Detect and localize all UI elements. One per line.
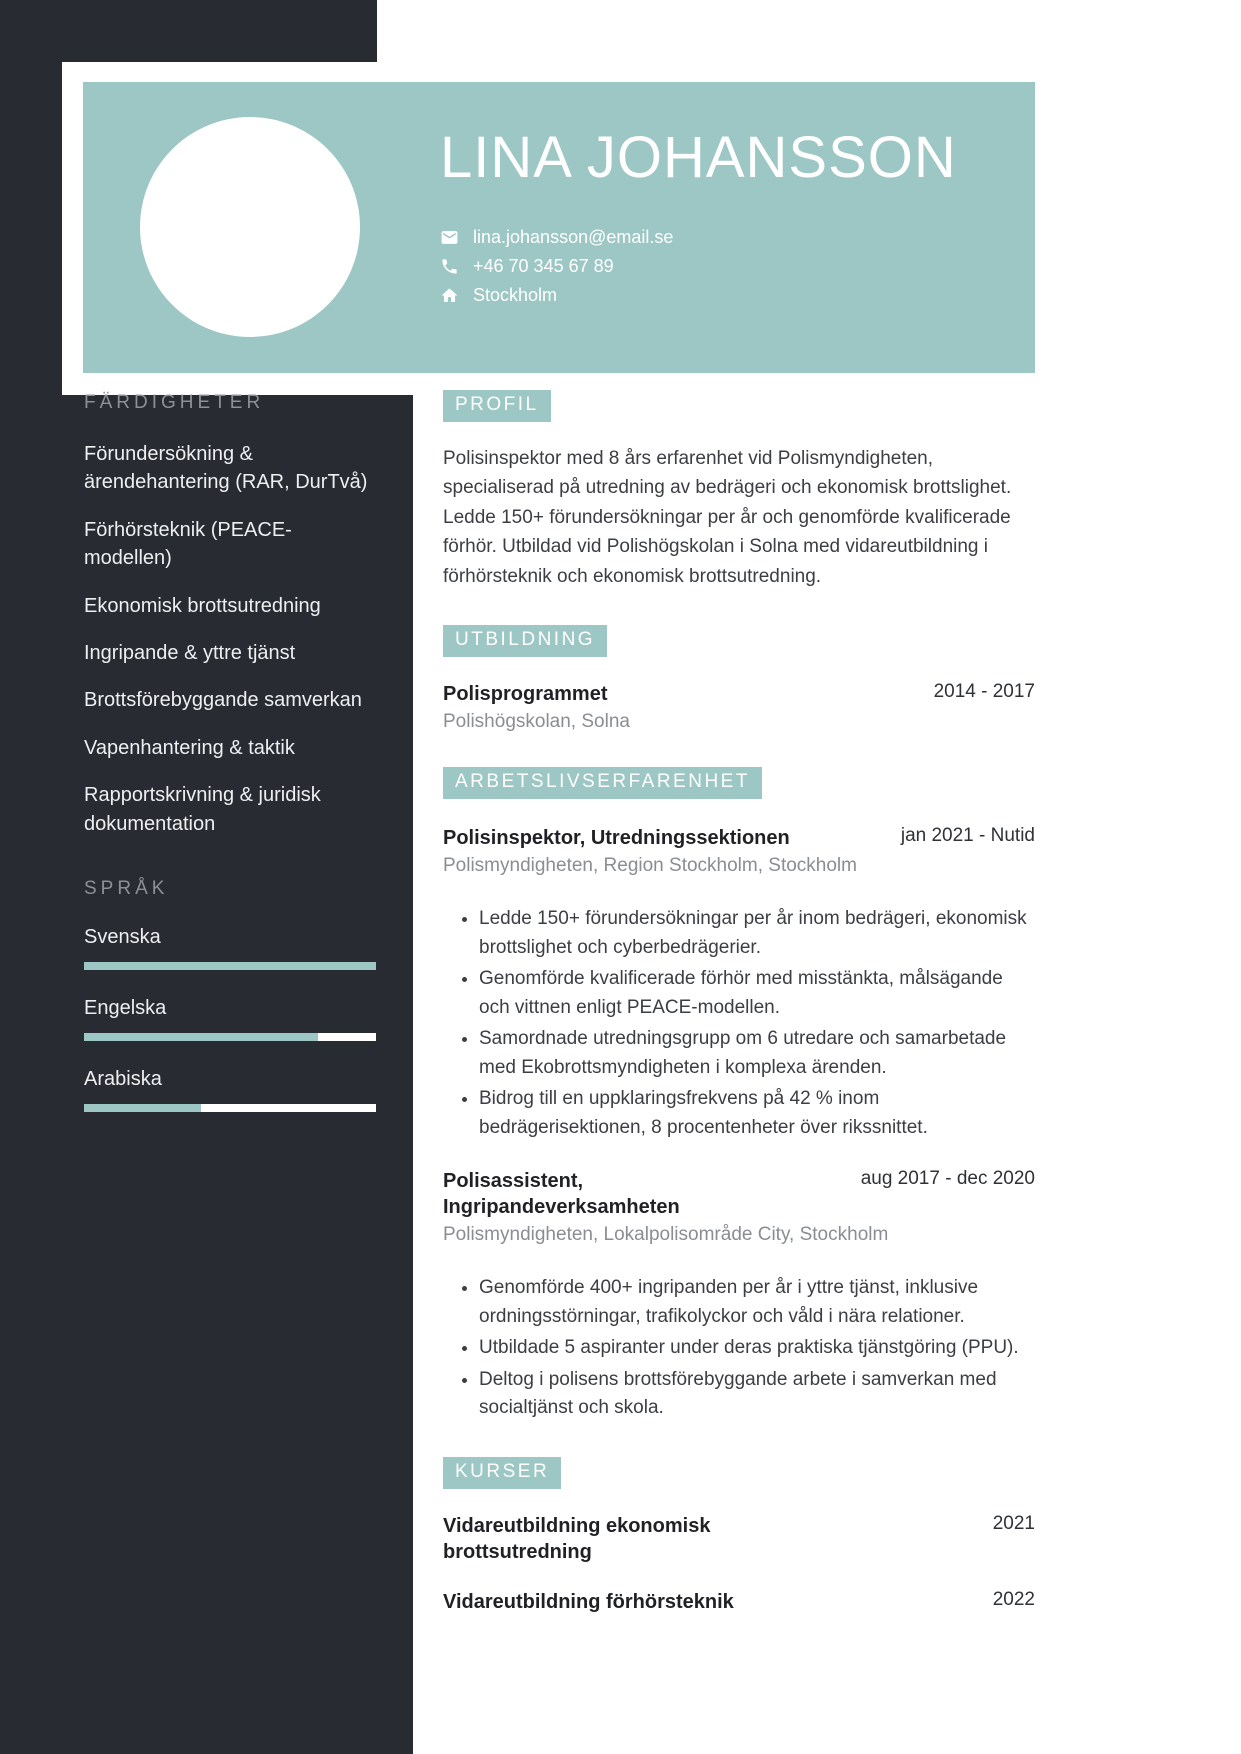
education-subtitle: Polishögskolan, Solna — [443, 711, 630, 733]
language-name: Engelska — [84, 996, 167, 1019]
skill-item: Förhörsteknik (PEACE-modellen) — [84, 518, 292, 570]
bullet-item: • Deltog i polisens brottsförebyggande arbete i samverkan med socialtjänst och skola. — [479, 1366, 1035, 1423]
course-title: Vidareutbildning förhörsteknik — [443, 1590, 734, 1613]
language-level-bar — [84, 962, 376, 970]
entry-row — [443, 681, 1035, 707]
person-name: LINA JOHANSSON — [440, 125, 957, 190]
education-title: Polisprogrammet — [443, 683, 608, 706]
contact-block — [440, 227, 1020, 306]
avatar — [140, 117, 360, 337]
job-bullet-list — [443, 905, 1035, 1142]
language-level-bar — [84, 1033, 376, 1041]
language-name: Arabiska — [84, 1067, 162, 1090]
job-subtitle: Polismyndigheten, Region Stockholm, Stockholm — [443, 855, 857, 877]
contact-phone: +46 70 345 67 89 — [473, 255, 614, 276]
profile-text: Polisinspektor med 8 års erfarenhet vid Polismyndigheten, specialiserad på utredning av bedrägeri och ekonomisk brottslighet. Ledde 150+ förundersökningar per år och genomförde kvalificerade förhör. Utbildad vid Polishögskolan i Solna med vidareutbildning i förhörsteknik och ekonomisk brottsutredning. — [443, 448, 1012, 587]
bullet-item: • Genomförde kvalificerade förhör med misstänkta, målsägande och vittnen enligt PEACE-modellen. — [479, 965, 1035, 1022]
entry-row — [443, 1513, 1035, 1565]
job-dates: jan 2021 - Nutid — [900, 825, 1035, 847]
skill-item: Förundersökning & ärendehantering (RAR, DurTvå) — [84, 443, 368, 494]
skills-heading: FÄRDIGHETER — [84, 392, 265, 413]
language-level-bar — [84, 1104, 376, 1112]
languages-section — [84, 878, 376, 1112]
education-section — [443, 625, 1035, 733]
skill-item: Rapportskrivning & juridisk dokumentation — [84, 784, 321, 835]
entry-row — [443, 1168, 1035, 1220]
language-name: Svenska — [84, 925, 161, 948]
bullet-item: • Utbildade 5 aspiranter under deras praktiska tjänstgöring (PPU). — [479, 1334, 1035, 1363]
bullet-item: • Bidrog till en uppklaringsfrekvens på 42 % inom bedrägerisektionen, 8 procentenheter över rikssnittet. — [479, 1085, 1035, 1142]
entry-row — [443, 825, 1035, 851]
skill-item: Vapenhantering & taktik — [84, 736, 295, 759]
contact-email: lina.johansson@email.se — [473, 226, 674, 247]
contact-phone-row — [440, 256, 1020, 277]
language-level-fill — [84, 1033, 318, 1041]
experience-section-label: ARBETSLIVSERFARENHET — [443, 767, 762, 799]
bullet-item: • Genomförde 400+ ingripanden per år i yttre tjänst, inklusive ordningsstörningar, trafikolyckor och våld i nära relationer. — [479, 1274, 1035, 1331]
job-title: Polisassistent, Ingripandeverksamheten — [443, 1170, 680, 1219]
job-entry — [443, 825, 1035, 1142]
skill-item: Brottsförebyggande samverkan — [84, 689, 362, 712]
main-column — [443, 390, 1035, 1649]
sidebar — [84, 392, 376, 1139]
profile-section-label: PROFIL — [443, 390, 551, 422]
entry-main — [443, 1168, 793, 1220]
contact-location-row — [440, 285, 1020, 306]
courses-section-label: KURSER — [443, 1457, 561, 1489]
language-level-fill — [84, 962, 376, 970]
skill-item: Ingripande & yttre tjänst — [84, 641, 296, 664]
job-dates: aug 2017 - dec 2020 — [860, 1168, 1035, 1190]
entry-main — [443, 681, 607, 707]
profile-section — [443, 390, 1035, 591]
language-item — [84, 1068, 376, 1112]
language-item — [84, 997, 376, 1041]
course-entry — [443, 1589, 1035, 1615]
course-title: Vidareutbildning ekonomisk brottsutredning — [443, 1514, 711, 1563]
envelope-icon — [440, 228, 459, 247]
education-dates: 2014 - 2017 — [933, 681, 1035, 703]
language-item — [84, 926, 376, 970]
courses-section — [443, 1457, 1035, 1615]
entry-main — [443, 1513, 793, 1565]
phone-icon — [440, 257, 459, 276]
language-level-fill — [84, 1104, 201, 1112]
entry-main — [443, 1589, 734, 1615]
skill-item: Ekonomisk brottsutredning — [84, 594, 321, 617]
contact-email-row — [440, 227, 1020, 248]
job-title: Polisinspektor, Utredningssektionen — [443, 827, 790, 850]
bullet-item: • Ledde 150+ förundersökningar per år inom bedrägeri, ekonomisk brottslighet och cyberbedrägerier. — [479, 905, 1035, 962]
education-section-label: UTBILDNING — [443, 625, 607, 657]
experience-section — [443, 767, 1035, 1423]
job-entry — [443, 1168, 1035, 1423]
entry-main — [443, 825, 790, 851]
skills-list — [84, 440, 376, 838]
home-icon — [440, 286, 459, 305]
course-dates: 2021 — [992, 1512, 1035, 1534]
entry-row — [443, 1589, 1035, 1615]
header-content — [440, 125, 1020, 314]
languages-heading: SPRÅK — [84, 877, 169, 899]
course-dates: 2022 — [992, 1588, 1035, 1610]
job-bullet-list — [443, 1274, 1035, 1423]
job-subtitle: Polismyndigheten, Lokalpolisområde City, Stockholm — [443, 1224, 889, 1246]
contact-location: Stockholm — [473, 284, 558, 305]
course-entry — [443, 1513, 1035, 1565]
bullet-item: • Samordnade utredningsgrupp om 6 utredare och samarbetade med Ekobrottsmyndigheten i komplexa ärenden. — [479, 1025, 1035, 1082]
education-entry — [443, 681, 1035, 733]
